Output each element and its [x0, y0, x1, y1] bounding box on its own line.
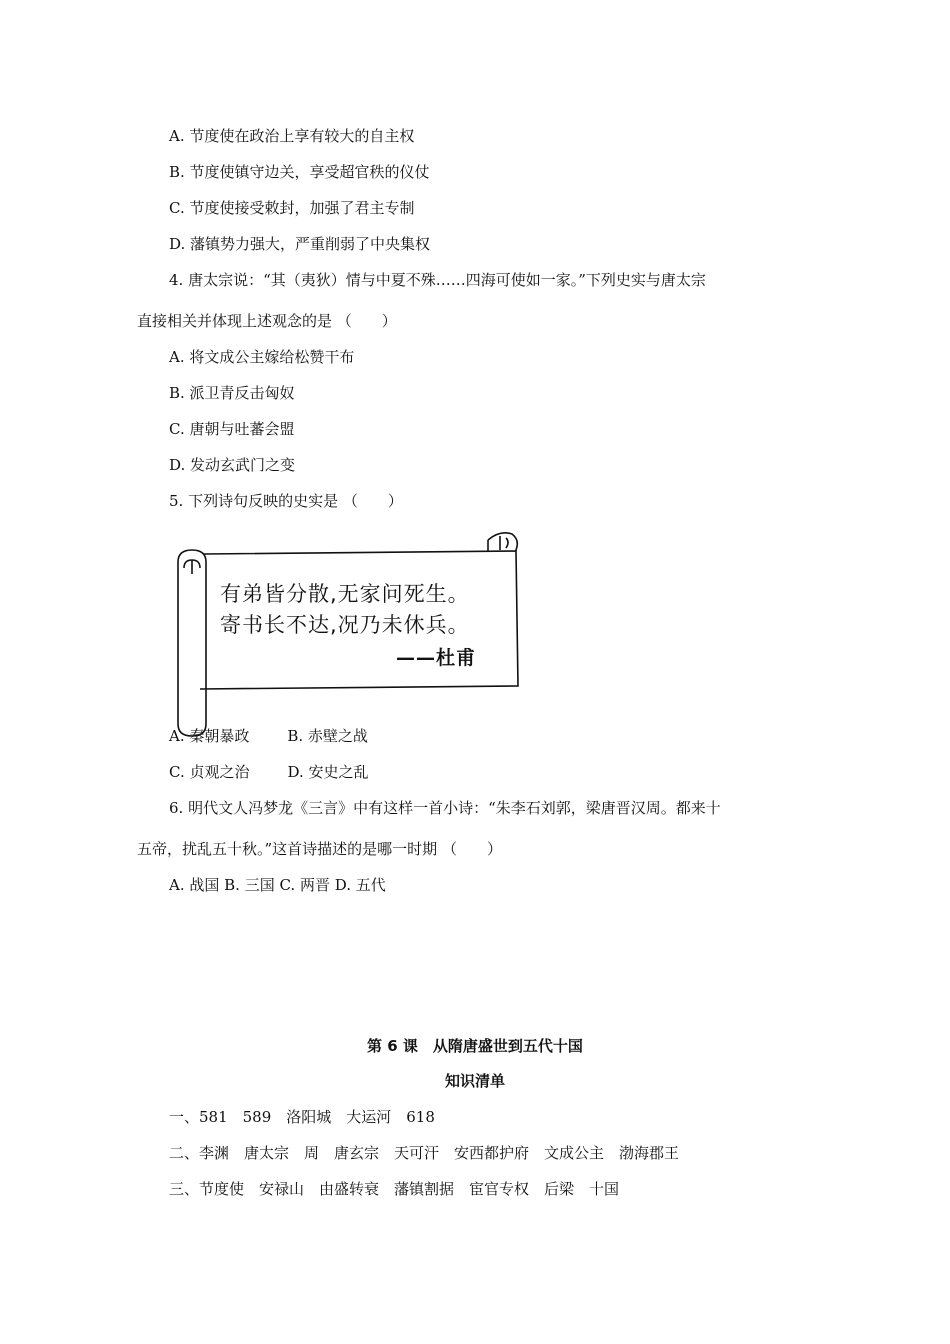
poem-author: ——杜甫 [396, 647, 477, 669]
answer-line-3: 三、节度使 安禄山 由盛转衰 藩镇割据 宦官专权 后梁 十国 [169, 1180, 620, 1198]
q4-option-b: B. 派卫青反击匈奴 [169, 384, 295, 402]
q4-option-c: C. 唐朝与吐蕃会盟 [169, 420, 295, 438]
q5-option-a: A. 秦朝暴政 [169, 727, 250, 745]
q4-stem-line2: 直接相关并体现上述观念的是 （ ） [137, 312, 397, 330]
lesson-title: 第 6 课 从隋唐盛世到五代十国 [367, 1037, 583, 1055]
q3-option-a: A. 节度使在政治上享有较大的自主权 [169, 127, 415, 145]
q3-option-c: C. 节度使接受敕封，加强了君主专制 [169, 199, 415, 217]
section-title: 知识清单 [444, 1072, 505, 1090]
q5-stem: 5. 下列诗句反映的史实是 （ ） [169, 492, 403, 510]
q4-stem-line1: 4. 唐太宗说：“其（夷狄）情与中夏不殊……四海可使如一家。”下列史实与唐太宗 [169, 271, 706, 289]
q4-option-d: D. 发动玄武门之变 [169, 456, 296, 474]
q5-options-row1 [169, 726, 368, 746]
poem-line-2: 寄书长不达,况乃未休兵。 [220, 613, 470, 637]
answer-line-1: 一、581 589 洛阳城 大运河 618 [169, 1108, 435, 1126]
q6-options: A. 战国 B. 三国 C. 两晋 D. 五代 [169, 876, 386, 894]
poem-line-1: 有弟皆分散,无家问死生。 [220, 582, 470, 606]
q5-options-row2 [169, 762, 369, 782]
q3-option-b: B. 节度使镇守边关，享受超官秩的仪仗 [169, 163, 430, 181]
q5-option-c: C. 贞观之治 [169, 763, 250, 781]
answer-line-2: 二、李渊 唐太宗 周 唐玄宗 天可汗 安西都护府 文成公主 渤海郡王 [169, 1144, 680, 1162]
q3-option-d: D. 藩镇势力强大，严重削弱了中央集权 [169, 235, 431, 253]
q5-option-b: B. 赤壁之战 [287, 727, 368, 745]
q6-stem-line2: 五帝，扰乱五十秋。”这首诗描述的是哪一时期 （ ） [137, 840, 502, 858]
q4-option-a: A. 将文成公主嫁给松赞干布 [169, 348, 355, 366]
q5-option-d: D. 安史之乱 [287, 763, 369, 781]
q6-stem-line1: 6. 明代文人冯梦龙《三言》中有这样一首小诗：“朱李石刘郭，梁唐晋汉周。都来十 [169, 799, 721, 817]
poem-scroll-image [170, 528, 522, 738]
